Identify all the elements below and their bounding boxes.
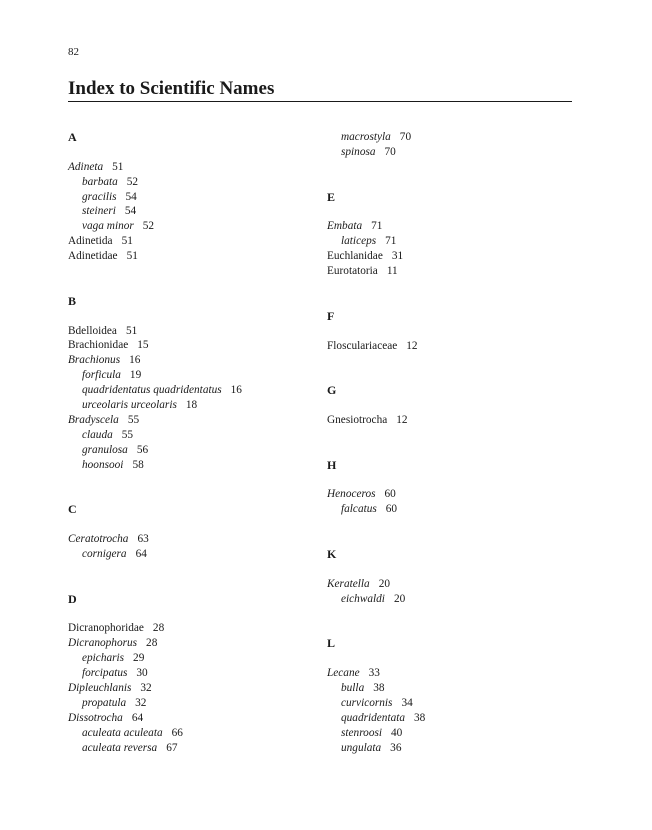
entry-term: curvicornis — [341, 696, 393, 709]
entry-term: Ceratotrocha — [68, 533, 129, 546]
entry-page-number: 56 — [136, 443, 149, 456]
entry-term: Bdelloidea — [68, 324, 117, 337]
entry-page-number: 28 — [152, 622, 165, 635]
index-subentry — [68, 428, 308, 443]
entry-term: Euchlanidae — [327, 250, 383, 263]
index-subentry — [68, 204, 308, 219]
entry-page-number: 19 — [129, 369, 142, 382]
entry-term: forcipatus — [82, 667, 128, 680]
index-subentry — [327, 726, 567, 741]
entry-page-number: 54 — [124, 205, 137, 218]
entry-page-number: 16 — [230, 384, 242, 397]
section-spacer — [327, 473, 567, 488]
entry-term: macrostyla — [341, 131, 391, 143]
index-subentry — [68, 726, 308, 741]
entry-term: Dissotrocha — [68, 711, 123, 724]
entry-term: vaga minor — [82, 220, 134, 233]
index-subentry — [68, 696, 308, 711]
entry-page-number: 54 — [125, 190, 137, 203]
index-entry — [327, 264, 567, 279]
entry-term: steineri — [82, 205, 116, 218]
entry-term: bulla — [341, 682, 365, 695]
entry-term: aculeata reversa — [82, 741, 158, 754]
entry-page-number: 40 — [391, 726, 403, 739]
entry-term: Adineta — [68, 160, 104, 173]
entry-term: granulosa — [82, 443, 128, 456]
section-letter: C — [68, 502, 77, 517]
entry-page-number: 51 — [112, 160, 124, 173]
section-spacer — [68, 517, 308, 532]
section-spacer — [327, 160, 567, 190]
entry-term: Gnesiotrocha — [327, 413, 388, 426]
entry-term: Keratella — [327, 577, 370, 590]
index-subentry — [68, 219, 308, 234]
section-letter: A — [68, 130, 77, 144]
entry-page-number: 32 — [140, 682, 152, 694]
section-spacer — [68, 473, 308, 503]
index-entry — [327, 219, 567, 234]
index-subentry — [327, 145, 567, 160]
entry-term: Adinetidae — [68, 250, 118, 263]
entry-term: Adinetida — [68, 235, 113, 248]
entry-term: Dicranophoridae — [68, 622, 144, 635]
entry-term: forficula — [82, 369, 121, 382]
section-spacer — [327, 204, 567, 219]
index-entry — [68, 681, 308, 696]
entry-page-number: 64 — [135, 547, 147, 560]
index-subentry — [68, 398, 308, 413]
entry-term: Brachionus — [68, 354, 121, 367]
entry-term: Brachionidae — [68, 339, 129, 352]
section-spacer — [327, 324, 567, 339]
entry-term: laticeps — [341, 235, 377, 248]
index-entry — [327, 339, 567, 354]
section-spacer — [327, 353, 567, 383]
index-subentry — [68, 651, 308, 666]
entry-page-number: 63 — [137, 533, 149, 546]
section-spacer — [327, 562, 567, 577]
index-subentry — [327, 592, 567, 607]
section-letter: G — [327, 383, 337, 398]
index-subentry — [68, 175, 308, 190]
entry-term: Henoceros — [327, 488, 376, 501]
section-spacer — [68, 145, 308, 160]
index-subentry — [68, 190, 308, 205]
entry-page-number: 28 — [146, 637, 158, 650]
entry-page-number: 67 — [166, 741, 178, 754]
index-column-left — [68, 130, 308, 755]
entry-page-number: 71 — [385, 235, 397, 248]
entry-term: urceolaris urceolaris — [82, 399, 177, 412]
entry-page-number: 30 — [136, 667, 148, 680]
entry-page-number: 52 — [126, 175, 139, 188]
index-subentry — [68, 368, 308, 383]
index-entry — [68, 621, 308, 636]
section-letter: K — [327, 547, 337, 562]
entry-page-number: 29 — [133, 652, 145, 665]
page-number: 82 — [68, 46, 79, 58]
section-spacer — [327, 517, 567, 547]
index-subentry — [68, 443, 308, 458]
section-spacer — [68, 562, 308, 592]
index-entry — [68, 636, 308, 651]
entry-term: quadridentata — [341, 711, 406, 724]
entry-page-number: 51 — [121, 235, 133, 248]
index-subentry — [68, 547, 308, 562]
index-entry — [327, 487, 567, 502]
index-subentry — [327, 502, 567, 517]
entry-term: Bradyscela — [68, 413, 119, 426]
entry-page-number: 64 — [131, 711, 144, 724]
section-spacer — [68, 607, 308, 622]
index-subentry — [327, 696, 567, 711]
index-subentry — [68, 741, 308, 756]
index-entry — [68, 353, 308, 368]
title-rule — [68, 101, 572, 102]
entry-page-number: 34 — [401, 696, 413, 709]
entry-term: propatula — [82, 696, 127, 709]
entry-term: Flosculariaceae — [327, 339, 398, 352]
entry-page-number: 38 — [414, 711, 426, 724]
entry-term: Embata — [327, 220, 363, 233]
section-spacer — [327, 398, 567, 413]
entry-page-number: 38 — [373, 682, 385, 695]
entry-page-number: 11 — [386, 265, 398, 278]
entry-page-number: 20 — [393, 592, 406, 605]
entry-page-number: 20 — [378, 577, 390, 590]
entry-term: falcatus — [341, 503, 377, 516]
entry-page-number: 60 — [384, 488, 396, 501]
entry-term: clauda — [82, 428, 113, 441]
entry-page-number: 55 — [121, 428, 134, 441]
section-spacer — [327, 607, 567, 637]
entry-page-number: 51 — [125, 324, 138, 337]
index-subentry — [68, 383, 308, 398]
index-entry — [68, 234, 308, 249]
index-subentry — [327, 741, 567, 756]
entry-page-number: 51 — [126, 250, 138, 263]
page-title: Index to Scientific Names — [68, 78, 275, 99]
entry-page-number: 66 — [171, 726, 183, 739]
entry-page-number: 18 — [185, 399, 198, 412]
entry-page-number: 60 — [385, 503, 398, 516]
entry-term: epicharis — [82, 652, 125, 665]
index-entry — [68, 338, 308, 353]
entry-term: ungulata — [341, 741, 382, 754]
index-entry — [68, 532, 308, 547]
index-entry — [68, 160, 308, 175]
entry-page-number: 16 — [129, 354, 141, 367]
entry-page-number: 12 — [396, 413, 408, 426]
entry-term: Dipleuchlanis — [68, 682, 132, 694]
section-letter: B — [68, 293, 77, 308]
entry-term: cornigera — [82, 547, 127, 560]
section-spacer — [327, 279, 567, 309]
index-subentry — [327, 681, 567, 696]
entry-term: aculeata aculeata — [82, 726, 163, 739]
entry-page-number: 55 — [127, 413, 140, 426]
section-spacer — [68, 309, 308, 324]
entry-page-number: 71 — [371, 220, 383, 233]
section-spacer — [327, 651, 567, 666]
entry-term: barbata — [82, 175, 118, 188]
entry-page-number: 52 — [142, 220, 155, 233]
section-letter: F — [327, 308, 335, 323]
entry-page-number: 70 — [384, 145, 396, 158]
entry-term: spinosa — [341, 145, 376, 158]
index-subentry — [68, 666, 308, 681]
entry-term: Eurotatoria — [327, 265, 378, 278]
entry-term: eichwaldi — [341, 592, 385, 605]
section-spacer — [68, 264, 308, 294]
section-letter: L — [327, 636, 336, 651]
section-letter: E — [327, 189, 336, 204]
index-entry — [68, 249, 308, 264]
entry-page-number: 70 — [399, 131, 412, 143]
index-entry — [68, 413, 308, 428]
index-entry — [327, 666, 567, 681]
entry-page-number: 32 — [135, 696, 147, 709]
entry-page-number: 33 — [368, 667, 380, 680]
entry-page-number: 15 — [137, 339, 149, 352]
section-letter: H — [327, 457, 337, 472]
section-spacer — [327, 428, 567, 458]
entry-page-number: 58 — [132, 458, 144, 471]
entry-term: Lecane — [327, 667, 360, 680]
section-letter: D — [68, 591, 77, 606]
index-entry — [68, 324, 308, 339]
index-entry — [327, 249, 567, 264]
index-subentry — [327, 130, 567, 145]
index-entry — [68, 711, 308, 726]
entry-term: Dicranophorus — [68, 637, 138, 650]
entry-page-number: 36 — [390, 741, 402, 754]
index-subentry — [327, 711, 567, 726]
entry-page-number: 31 — [391, 250, 404, 263]
entry-term: quadridentatus quadridentatus — [82, 384, 222, 397]
entry-term: hoonsooi — [82, 458, 124, 471]
entry-term: gracilis — [82, 190, 117, 203]
entry-term: stenroosi — [341, 726, 383, 739]
index-entry — [327, 413, 567, 428]
index-subentry — [327, 234, 567, 249]
index-column-right — [327, 130, 567, 756]
entry-page-number: 12 — [406, 339, 418, 352]
index-entry — [327, 577, 567, 592]
index-subentry — [68, 458, 308, 473]
